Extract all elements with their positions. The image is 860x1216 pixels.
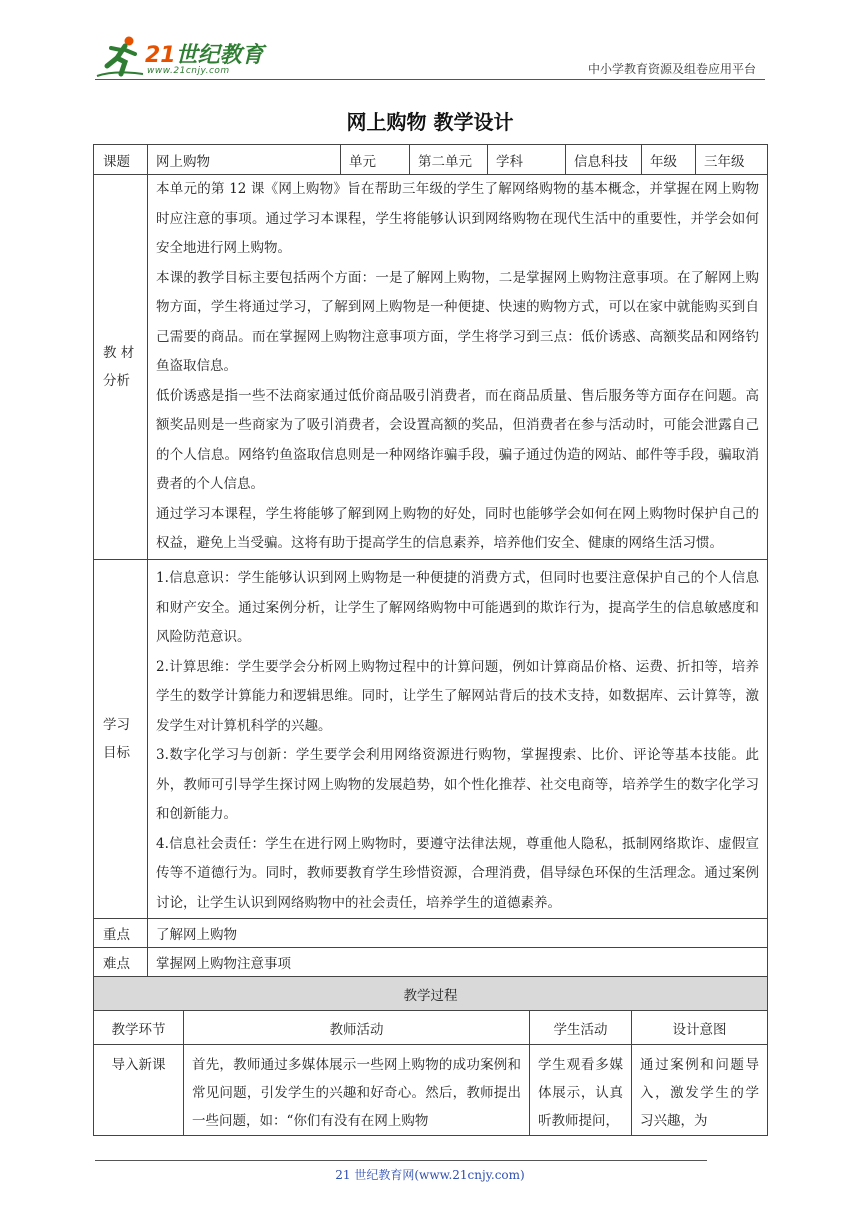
grade-value: 三年级 <box>696 145 768 175</box>
unit-label: 单元 <box>341 145 410 175</box>
process-row <box>94 1045 768 1136</box>
header-stage: 教学环节 <box>94 1011 184 1045</box>
design-intent-cell: 通过案例和问题导入，激发学生的学习兴趣，为 <box>632 1045 768 1136</box>
difficulty-label: 难点 <box>94 948 148 977</box>
subject-value: 信息科技 <box>566 145 642 175</box>
process-title-row <box>94 977 768 1011</box>
analysis-label: 教 材 分析 <box>94 175 148 560</box>
analysis-row <box>94 175 768 560</box>
platform-name: 中小学教育资源及组卷应用平台 <box>587 62 756 76</box>
process-title: 教学过程 <box>94 977 768 1011</box>
objectives-label: 学习 目标 <box>94 560 148 919</box>
brand-name: 21世纪教育 <box>145 43 264 68</box>
key-point-value: 了解网上购物 <box>148 919 768 948</box>
footer-link[interactable]: 21 世纪教育网(www.21cnjy.com) <box>335 1168 525 1182</box>
difficulty-value: 掌握网上购物注意事项 <box>148 948 768 977</box>
runner-logo-icon <box>95 34 147 78</box>
analysis-paragraph: 低价诱惑是指一些不法商家通过低价商品吸引消费者，而在商品质量、售后服务等方面存在问题。高额奖品则是一些商家为了吸引消费者，会设置高额的奖品，但消费者在参与活动时，可能会泄露自己的个人信息。网络钓鱼盗取信息则是一种网络诈骗手段，骗子通过伪造的网站、邮件等手段，骗取消费者的个人信息。 <box>156 387 759 493</box>
analysis-paragraph: 本单元的第 12 课《网上购物》旨在帮助三年级的学生了解网络购物的基本概念，并掌握在网上购物时应注意的事项。通过学习本课程，学生将能够认识到网络购物在现代生活中的重要性，并学会如何安全地进行网上购物。 <box>156 181 759 257</box>
objective-item: 1.信息意识：学生能够认识到网上购物是一种便捷的消费方式，但同时也要注意保护自己的个人信息和财产安全。通过案例分析，让学生了解网络购物中可能遇到的欺诈行为，提高学生的信息敏感度和风险防范意识。 <box>156 570 759 645</box>
analysis-paragraph: 通过学习本课程，学生将能够了解到网上购物的好处，同时也能够学会如何在网上购物时保护自己的权益，避免上当受骗。这将有助于提高学生的信息素养，培养他们安全、健康的网络生活习惯。 <box>156 505 759 552</box>
teacher-activity-cell: 首先，教师通过多媒体展示一些网上购物的成功案例和常见问题，引发学生的兴趣和好奇心。然后，教师提出一些问题，如：“你们有没有在网上购物 <box>184 1045 530 1136</box>
course-label: 课题 <box>94 145 148 175</box>
analysis-paragraph: 本课的教学目标主要包括两个方面：一是了解网上购物，二是掌握网上购物注意事项。在了解网上购物方面，学生将通过学习，了解到网上购物是一种便捷、快速的购物方式，可以在家中就能购买到自己需要的商品。而在掌握网上购物注意事项方面，学生将学习到三点：低价诱惑、高额奖品和网络钓鱼盗取信息。 <box>156 269 759 375</box>
info-row <box>94 145 768 175</box>
objective-item: 3.数字化学习与创新：学生要学会利用网络资源进行购物，掌握搜索、比价、评论等基本技能。此外，教师可引导学生探讨网上购物的发展趋势，如个性化推荐、社交电商等，培养学生的数字化学习和创新能力。 <box>156 747 759 822</box>
key-point-row <box>94 919 768 948</box>
header-divider <box>95 79 765 80</box>
key-point-label: 重点 <box>94 919 148 948</box>
analysis-content <box>148 175 768 560</box>
brand-url: www.21cnjy.com <box>147 66 230 76</box>
lesson-info-table <box>93 144 768 977</box>
document-title: 网上购物 教学设计 <box>346 110 514 134</box>
grade-label: 年级 <box>642 145 696 175</box>
objectives-row <box>94 560 768 919</box>
page-header <box>0 0 860 90</box>
teaching-process-table <box>93 976 768 1136</box>
objective-item: 4.信息社会责任：学生在进行网上购物时，要遵守法律法规，尊重他人隐私，抵制网络欺诈、虚假宣传等不道德行为。同时，教师要教育学生珍惜资源，合理消费，倡导绿色环保的生活理念。通过案例讨论，让学生认识到网络购物中的社会责任，培养学生的道德素养。 <box>156 835 759 911</box>
unit-value: 第二单元 <box>410 145 488 175</box>
header-student: 学生活动 <box>530 1011 632 1045</box>
header-teacher: 教师活动 <box>184 1011 530 1045</box>
site-logo[interactable] <box>95 34 265 80</box>
course-value: 网上购物 <box>148 145 341 175</box>
difficulty-row <box>94 948 768 977</box>
student-activity-cell: 学生观看多媒体展示，认真听教师提问， <box>530 1045 632 1136</box>
subject-label: 学科 <box>488 145 566 175</box>
objectives-content <box>148 560 768 919</box>
objective-item: 2.计算思维：学生要学会分析网上购物过程中的计算问题，例如计算商品价格、运费、折扣等，培养学生的数学计算能力和逻辑思维。同时，让学生了解网站背后的技术支持，如数据库、云计算等，激发学生对计算机科学的兴趣。 <box>156 658 759 734</box>
process-header-row <box>94 1011 768 1045</box>
footer-divider <box>95 1160 707 1161</box>
stage-cell: 导入新课 <box>94 1045 184 1136</box>
header-intent: 设计意图 <box>632 1011 768 1045</box>
